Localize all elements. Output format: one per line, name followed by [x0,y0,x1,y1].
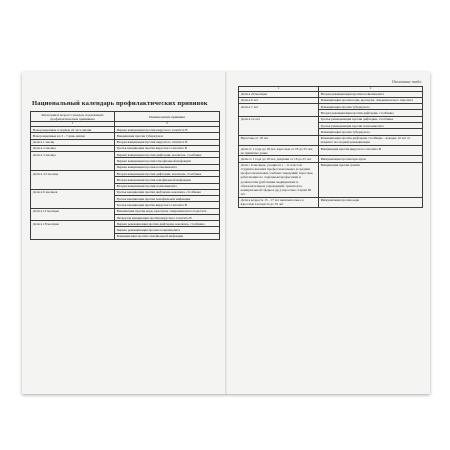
vaccine-cell: Вакцинация против гриппа [319,162,423,197]
vaccine-cell: Иммунизация против краснухи [319,156,423,162]
vaccine-cell: Четвертая вакцинация против вирусного гепатита В [115,214,220,220]
column-header-vaccine: Наименование прививки [115,112,220,122]
vaccine-cell: Вакцинация против кори, краснухи, эпидемического паротита [115,208,220,214]
category-cell: Дети в 14 лет [239,116,319,135]
table-row [239,145,423,155]
vaccine-cell: Ревакцинация против туберкулеза [319,129,423,135]
vaccine-cell: Третья вакцинация против гемофильной инфекции [115,196,220,202]
vaccine-cell: Вакцинация против туберкулеза [115,133,220,139]
vaccine-cell: Третья вакцинация против вирусного гепатита В [115,202,220,208]
table-row [31,170,220,176]
vaccine-cell: Вторая вакцинация против полиомиелита [115,183,220,189]
left-page [22,72,226,394]
category-cell: Новорожденные на 3 - 7 день жизни [31,133,115,139]
continuation-label: Окончание табл. [391,79,422,84]
vaccine-cell: Первая ревакцинация против дифтерии, коклюша, столбняка [115,221,220,227]
category-cell: Дети в 6 лет [239,97,319,103]
vaccine-cell: Вторая ревакцинация против дифтерии, столбняка [319,110,423,116]
category-cell: Дети в 18 месяцев [31,221,115,240]
vaccine-cell: Первая ревакцинация против полиомиелита [115,227,220,233]
vaccine-cell: Первая вакцинация против вирусного гепатита В [115,126,220,132]
category-cell: Взрослые от 18 лет [239,135,319,145]
category-cell: Дети в 1 месяц [31,139,115,145]
vaccine-cell: Ревакцинация против дифтерии, столбняка - каждые 10 лет от момента последней ревакцинации [319,135,423,145]
column-number: 2 [115,122,220,127]
column-number: 1 [239,87,319,92]
table-row [31,152,220,158]
category-cell: Новорожденные в первые 24 часа жизни [31,126,115,132]
vaccine-cell: Ревакцинация против туберкулеза [319,104,423,110]
category-cell: Дети в 4,5 месяца [31,170,115,189]
category-cell: Дети от 1 года до 18 лет, девушки от 18 до 25 лет [239,156,319,162]
column-number: 2 [319,87,423,92]
vaccine-cell: Первая вакцинация против гемофильной инфекции [115,158,220,164]
category-cell: Дети в 2 месяца [31,145,115,151]
right-page [226,72,430,394]
vaccine-cell: Третья вакцинация против вирусного гепатита В [115,145,220,151]
open-booklet [22,72,430,394]
column-number: 1 [31,122,115,127]
category-cell: Дети в возрасте 15 - 17 лет включительно и взрослые в возрасте до 35 лет [239,197,319,207]
vaccine-cell: Вторая вакцинация против гемофильной инфекции [115,177,220,183]
vaccine-cell: Вторая вакцинация против дифтерии, коклюша, столбняка [115,170,220,176]
vaccine-cell: Вторая ревакцинация против полиомиелита [319,91,423,97]
table-header-row [31,112,220,122]
vaccine-cell: Третья вакцинация против дифтерии, коклюша, столбняка [115,189,220,195]
category-cell: Дети в 6 месяцев [31,189,115,208]
vaccine-cell: Третья ревакцинация против полиомиелита [319,123,423,129]
vaccine-cell: Третья ревакцинация против дифтерии, столбняка [319,116,423,122]
vaccine-cell: Ревакцинация против гемофильной инфекции [115,233,220,239]
category-cell: Дети с 6 месяцев, учащиеся 1 - 11 классов; студенты высших профессиональных и средних профессиональных учебных заведений; взрослые, работающие по отдельным профессиям и должностям (работники медицинских и образовательных учреждений, транспорта, коммунальной сферы и др.); взрослые старше 60 лет [239,162,319,197]
table-row [239,162,423,197]
vaccine-cell: Ревакцинация против кори, краснухи, эпидемического паротита [319,97,423,103]
category-cell: Дети в 12 месяцев [31,208,115,221]
vaccine-cell: Вакцинация против вирусного гепатита В [319,145,423,155]
column-header-category: Категории и возраст граждан, подлежащих профилактическим прививкам [31,112,115,122]
category-cell: Дети в 20 месяцев [239,91,319,97]
vaccination-table-right [238,86,423,208]
vaccine-cell: Вторая вакцинация против вирусного гепатита В [115,139,220,145]
table-row [239,197,423,207]
category-cell: Дети в 7 лет [239,104,319,117]
vaccination-table-left [30,111,220,240]
page-title: Национальный календарь профилактических прививок [32,100,208,107]
category-cell: Дети от 1 года до 18 лет, взрослые от 18 до 55 лет, не привитые ранее [239,145,319,155]
vaccine-cell: Первая вакцинация против дифтерии, коклюша, столбняка [115,152,220,158]
vaccine-cell: Иммунизация против кори [319,197,423,207]
category-cell: Дети в 3 месяца [31,152,115,171]
vaccine-cell: Первая вакцинация против полиомиелита [115,164,220,170]
table-row [239,135,423,145]
